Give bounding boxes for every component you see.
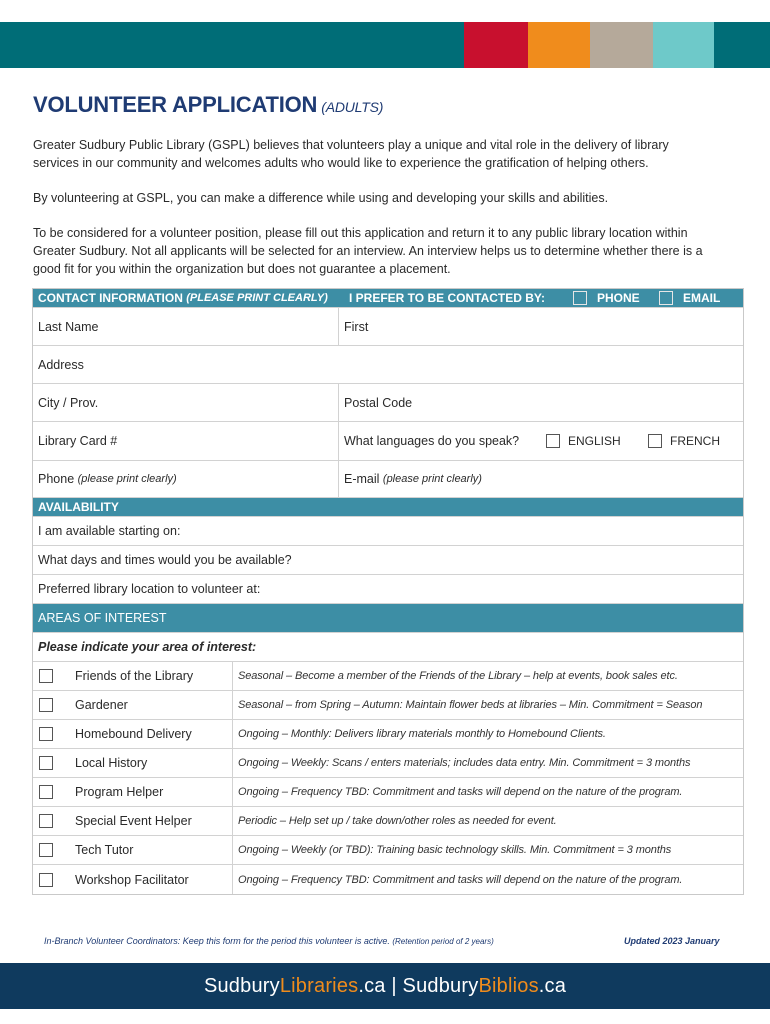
brand-part: .ca xyxy=(358,974,386,997)
intro-paragraph-1: Greater Sudbury Public Library (GSPL) believes that volunteers play a unique and vital role in the delivery of library services in our community and welcomes adults who would like to experience the gratification of helping others. xyxy=(33,138,669,170)
interest-checkbox[interactable] xyxy=(39,814,53,828)
library-card-field[interactable] xyxy=(33,422,339,460)
contact-header-left xyxy=(33,291,344,305)
phone-preference-label: PHONE xyxy=(597,291,640,305)
brand-part: .ca xyxy=(538,974,567,997)
coordinator-note-text: In-Branch Volunteer Coordinators: Keep this form for the period this volunteer is active. xyxy=(44,936,390,946)
contact-header-note: (PLEASE PRINT CLEARLY) xyxy=(186,292,328,304)
english-checkbox[interactable] xyxy=(546,434,560,448)
brand-part: Biblios xyxy=(478,974,539,997)
interest-name: Program Helper xyxy=(75,785,164,799)
availability-days-label: What days and times would you be available? xyxy=(38,553,292,567)
interest-description: Seasonal – from Spring – Autumn: Maintain flower beds at libraries – Min. Commitment = Season xyxy=(238,699,703,711)
interest-option xyxy=(33,691,233,719)
swatch-orange xyxy=(528,22,590,68)
interest-row xyxy=(33,865,743,894)
title-main: VOLUNTEER APPLICATION xyxy=(33,92,318,117)
email-label: E-mail xyxy=(344,472,380,486)
availability-start-label: I am available starting on: xyxy=(38,524,181,538)
availability-start-row[interactable] xyxy=(33,517,743,546)
interest-description: Seasonal – Become a member of the Friends of the Library – help at events, book sales etc. xyxy=(238,670,678,682)
card-language-row xyxy=(33,422,743,461)
email-preference-label: EMAIL xyxy=(683,291,721,305)
phone-label: Phone xyxy=(38,472,75,486)
title-sub: (ADULTS) xyxy=(321,99,384,115)
interest-checkbox[interactable] xyxy=(39,727,53,741)
intro-paragraph-2: By volunteering at GSPL, you can make a difference while using and developing your skills and abilities. xyxy=(33,191,609,205)
address-row xyxy=(33,346,743,384)
interest-option xyxy=(33,836,233,864)
brand-part: Libraries xyxy=(279,974,359,997)
first-name-label: First xyxy=(344,319,369,334)
interest-description: Ongoing – Weekly (or TBD): Training basic technology skills. Min. Commitment = 3 months xyxy=(238,844,672,856)
interest-checkbox[interactable] xyxy=(39,698,53,712)
first-name-field[interactable] xyxy=(339,308,743,345)
email-note: (please print clearly) xyxy=(382,473,482,485)
interest-checkbox[interactable] xyxy=(39,669,53,683)
intro-paragraph-3: To be considered for a volunteer position, please fill out this application and return it to any public library location within Greater Sudbury. Not all applicants will be selected for an interview. An interview helps us to determine whether there is a good fit for you within the organization but does not guarantee a placement. xyxy=(33,226,703,276)
preferred-location-label: Preferred library location to volunteer at: xyxy=(38,582,261,596)
english-label: ENGLISH xyxy=(568,434,621,448)
interest-name: Special Event Helper xyxy=(75,814,192,828)
brand-separator: | xyxy=(385,974,403,997)
interest-row xyxy=(33,749,743,778)
city-label: City / Prov. xyxy=(38,395,99,410)
name-row xyxy=(33,308,743,346)
interest-description: Ongoing – Weekly: Scans / enters materials; includes data entry. Min. Commitment = 3 months xyxy=(238,757,691,769)
availability-header-label: AVAILABILITY xyxy=(38,500,119,514)
phone-email-row xyxy=(33,461,743,498)
interest-row xyxy=(33,836,743,865)
interest-option xyxy=(33,662,233,690)
interest-option xyxy=(33,865,233,894)
contact-header xyxy=(33,289,743,308)
interest-option xyxy=(33,749,233,777)
page-title xyxy=(33,92,383,118)
interest-description: Ongoing – Monthly: Delivers library materials monthly to Homebound Clients. xyxy=(238,728,606,740)
address-field[interactable] xyxy=(33,346,743,383)
swatch-red xyxy=(464,22,528,68)
contact-preference xyxy=(344,291,743,305)
last-name-field[interactable] xyxy=(33,308,339,345)
interest-checkbox[interactable] xyxy=(39,785,53,799)
brand-wordmark[interactable] xyxy=(204,975,566,998)
interest-row xyxy=(33,720,743,749)
interest-checkbox[interactable] xyxy=(39,873,53,887)
interest-name: Workshop Facilitator xyxy=(75,872,189,887)
coordinator-note xyxy=(44,936,494,946)
interest-name: Local History xyxy=(75,756,148,770)
french-checkbox[interactable] xyxy=(648,434,662,448)
last-name-label: Last Name xyxy=(38,319,99,334)
email-preference-checkbox[interactable] xyxy=(659,291,673,305)
updated-date: Updated 2023 January xyxy=(624,936,720,946)
address-label: Address xyxy=(38,357,84,372)
interests-header xyxy=(33,604,743,633)
phone-note: (please print clearly) xyxy=(77,473,177,485)
interest-checkbox[interactable] xyxy=(39,843,53,857)
languages-label: What languages do you speak? xyxy=(344,434,520,448)
french-label: FRENCH xyxy=(670,434,720,448)
postal-code-label: Postal Code xyxy=(344,395,413,410)
brand-part: Sudbury xyxy=(203,974,280,997)
phone-preference-checkbox[interactable] xyxy=(573,291,587,305)
email-field[interactable] xyxy=(339,461,743,497)
interest-name: Tech Tutor xyxy=(75,843,134,857)
interest-row xyxy=(33,691,743,720)
interest-checkbox[interactable] xyxy=(39,756,53,770)
contact-header-label: CONTACT INFORMATION xyxy=(38,291,183,305)
header-band xyxy=(0,22,770,68)
interests-prompt-row xyxy=(33,633,743,662)
interest-name: Friends of the Library xyxy=(75,669,194,683)
city-field[interactable] xyxy=(33,384,339,421)
contact-preference-label: I PREFER TO BE CONTACTED BY: xyxy=(349,291,546,305)
interest-row xyxy=(33,662,743,691)
library-card-label: Library Card # xyxy=(38,434,118,448)
retention-note: (Retention period of 2 years) xyxy=(392,937,494,946)
interest-description: Ongoing – Frequency TBD: Commitment and tasks will depend on the nature of the program. xyxy=(238,786,683,798)
city-row xyxy=(33,384,743,422)
interest-option xyxy=(33,720,233,748)
phone-field[interactable] xyxy=(33,461,339,497)
application-form xyxy=(32,288,744,895)
availability-header xyxy=(33,498,743,517)
interest-option xyxy=(33,807,233,835)
interest-option xyxy=(33,778,233,806)
availability-days-row[interactable] xyxy=(33,546,743,575)
interest-description: Ongoing – Frequency TBD: Commitment and tasks will depend on the nature of the program. xyxy=(238,873,683,886)
preferred-location-row[interactable] xyxy=(33,575,743,604)
interest-row xyxy=(33,778,743,807)
swatch-aqua xyxy=(653,22,714,68)
brand-part: Sudbury xyxy=(402,974,479,997)
interest-name: Homebound Delivery xyxy=(75,727,192,741)
interests-prompt: Please indicate your area of interest: xyxy=(38,640,257,654)
interest-description: Periodic – Help set up / take down/other roles as needed for event. xyxy=(238,815,557,827)
interest-name: Gardener xyxy=(75,698,128,712)
interests-header-label: AREAS OF INTEREST xyxy=(38,611,167,625)
languages-field xyxy=(339,422,743,460)
postal-code-field[interactable] xyxy=(339,384,743,421)
swatch-taupe xyxy=(590,22,653,68)
interest-row xyxy=(33,807,743,836)
footer-band xyxy=(0,963,770,1009)
